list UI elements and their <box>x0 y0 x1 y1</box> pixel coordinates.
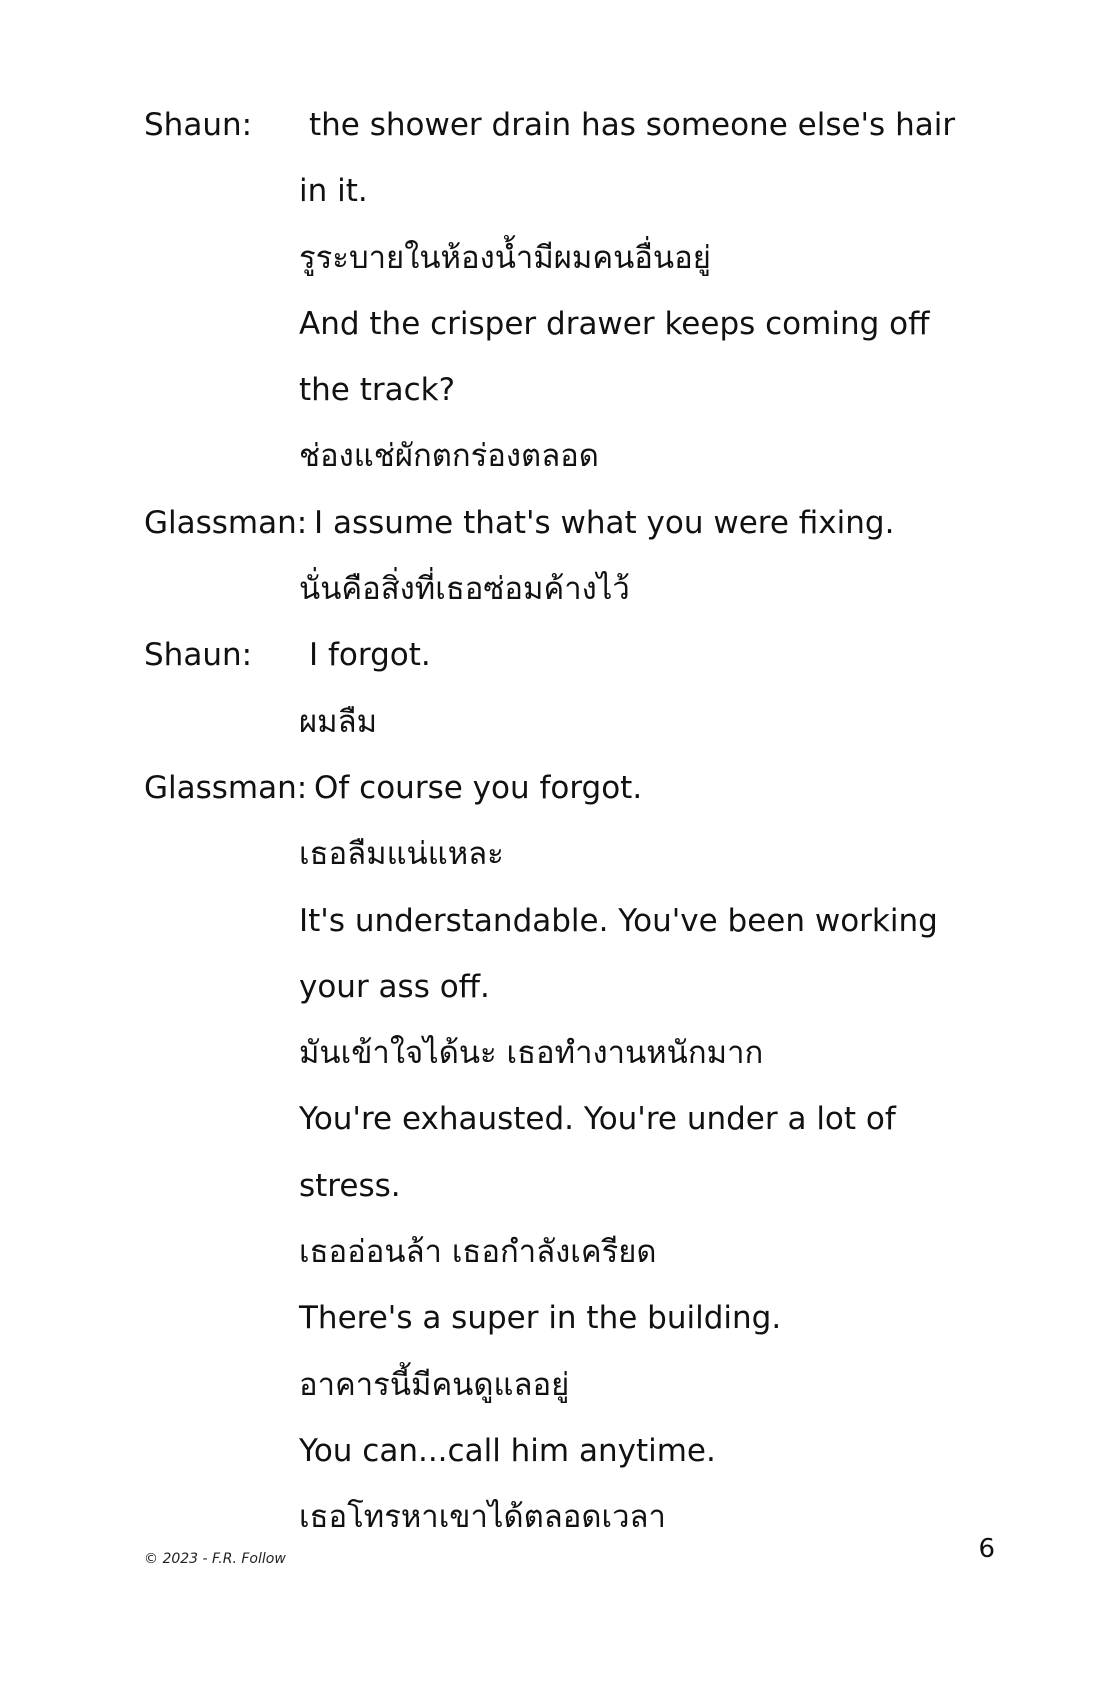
dialogue-block <box>144 92 1004 1551</box>
dialogue-text: เธอลืมแน่แหละ <box>299 836 504 873</box>
dialogue-line <box>144 490 1004 556</box>
dialogue-text: Of course you forgot. <box>314 769 643 806</box>
dialogue-line <box>144 1086 1004 1152</box>
dialogue-text: There's a super in the building. <box>299 1300 782 1337</box>
dialogue-text: It's understandable. You've been working <box>299 902 938 939</box>
dialogue-text: the shower drain has someone else's hair <box>309 107 956 143</box>
dialogue-text: I assume that's what you were fixing. <box>314 504 895 541</box>
dialogue-line <box>144 1418 1004 1484</box>
dialogue-line <box>144 1484 1004 1550</box>
dialogue-line <box>144 92 1004 158</box>
dialogue-text: I forgot. <box>309 637 431 674</box>
dialogue-text: stress. <box>299 1167 401 1204</box>
dialogue-line <box>144 1219 1004 1285</box>
dialogue-line <box>144 954 1004 1020</box>
dialogue-text: You can...call him anytime. <box>299 1432 716 1469</box>
speaker-name: Glassman: <box>144 769 308 806</box>
dialogue-text: ช่องแช่ผักตกร่องตลอด <box>299 438 599 475</box>
dialogue-line <box>144 1153 1004 1219</box>
dialogue-text: And the crisper drawer keeps coming off <box>299 305 930 342</box>
dialogue-line <box>144 888 1004 954</box>
dialogue-line <box>144 158 1004 224</box>
dialogue-text: your ass off. <box>299 968 490 1005</box>
dialogue-text: ผมลืม <box>299 703 378 740</box>
dialogue-line <box>144 622 1004 688</box>
dialogue-text: นั่นคือสิ่งที่เธอซ่อมค้างไว้ <box>299 571 630 608</box>
dialogue-line <box>144 556 1004 622</box>
dialogue-line <box>144 291 1004 357</box>
speaker-name: Shaun: <box>144 637 253 674</box>
dialogue-text: in it. <box>299 173 368 210</box>
dialogue-text: เธออ่อนล้า เธอกำลังเครียด <box>299 1234 657 1271</box>
dialogue-line <box>144 1352 1004 1418</box>
dialogue-line <box>144 1020 1004 1086</box>
page-number: 6 <box>978 1534 995 1564</box>
dialogue-text: อาคารนี้มีคนดูแลอยู่ <box>299 1366 570 1403</box>
dialogue-text: You're exhausted. You're under a lot of <box>299 1101 896 1138</box>
dialogue-line <box>144 821 1004 887</box>
copyright-footer: © 2023 - F.R. Follow <box>144 1551 286 1567</box>
dialogue-text: the track? <box>299 372 456 409</box>
dialogue-line <box>144 1285 1004 1351</box>
speaker-name: Glassman: <box>144 504 308 541</box>
speaker-name: Shaun: <box>144 107 253 143</box>
dialogue-line <box>144 225 1004 291</box>
dialogue-line <box>144 755 1004 821</box>
dialogue-text: เธอโทรหาเขาได้ตลอดเวลา <box>299 1499 666 1536</box>
dialogue-line <box>144 357 1004 423</box>
dialogue-text: มันเข้าใจได้นะ เธอทำงานหนักมาก <box>299 1035 764 1072</box>
dialogue-line <box>144 423 1004 489</box>
dialogue-line <box>144 689 1004 755</box>
dialogue-text: รูระบายในห้องน้ำมีผมคนอื่นอยู่ <box>299 239 711 276</box>
